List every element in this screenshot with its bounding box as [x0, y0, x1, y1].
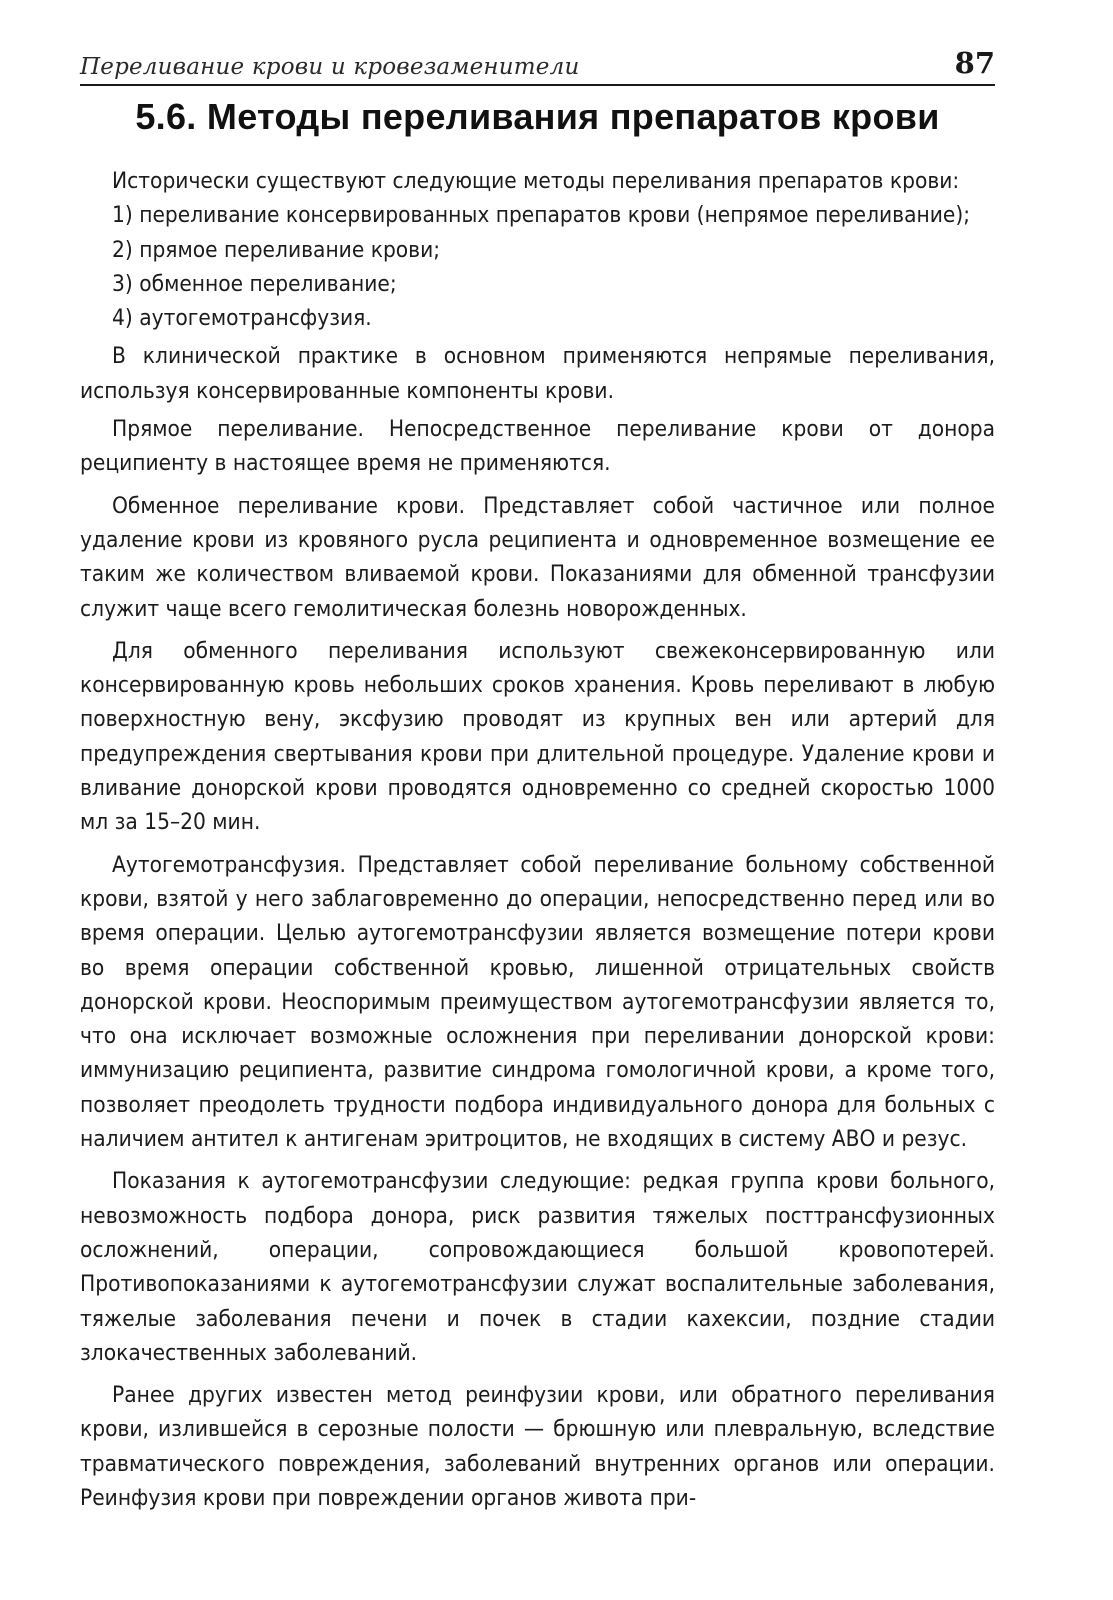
section-title: 5.6. Методы переливания препаратов крови [135, 96, 940, 137]
paragraph-direct-transfusion: Прямое переливание. Непосредственное переливание крови от донора реципиенту в настоящее время не применяются. [80, 416, 995, 477]
paragraph-reinfusion: Ранее других известен метод реинфузии крови, или обратного переливания крови, излившейся в серозные полости — брюшную или плевральную, вследствие травматического повреждения, заболеваний внутренних органов или операции. Реинфузия крови при повреждении органов живота при- [80, 1382, 995, 1511]
paragraph-exchange-method: Для обменного переливания используют свежеконсервированную или консервированную кровь небольших сроков хранения. Кровь переливают в любую поверхностную вену, эксфузию проводят из крупных вен или артерий для предупреждения свертывания крови при длительной процедуре. Удаление крови и вливание донорской крови проводятся одновременно со средней скоростью 1000 мл за 15–20 мин. [80, 637, 995, 836]
paragraph-intro: Исторически существуют следующие методы переливания препаратов крови: [112, 168, 960, 194]
running-title: Переливание крови и кровезаменители [80, 54, 580, 80]
running-header [80, 40, 995, 86]
page-number: 87 [954, 46, 995, 80]
list-item-4: 4) аутогемотрансфузия. [112, 305, 372, 332]
paragraph-autohemotransfusion: Аутогемотрансфузия. Представляет собой переливание больному собственной крови, взятой у него заблаговременно до операции, непосредственно перед или во время операции. Целью аутогемотрансфузии является возмещение потери крови во время операции собственной кровью, лишенной отрицательных свойств донорской крови. Неоспоримым преимуществом аутогемотрансфузии является то, что она исключает возможные осложнения при переливании донорской крови: иммунизацию реципиента, развитие синдрома гомологичной крови, а кроме того, позволяет преодолеть трудности подбора индивидуального донора для больных с наличием антител к антигенам эритроцитов, не входящих в систему АВО и резус. [80, 851, 995, 1153]
list-item-2: 2) прямое переливание крови; [112, 236, 441, 263]
book-page [80, 40, 995, 1515]
paragraph-clinical-practice: В клинической практике в основном применяются непрямые переливания, используя консервированные компоненты крови. [80, 343, 995, 404]
list-item-3: 3) обменное переливание; [112, 270, 397, 297]
list-item-1: 1) переливание консервированных препаратов крови (непрямое переливание); [112, 202, 971, 229]
body-text [80, 164, 995, 1515]
paragraph-indications: Показания к аутогемотрансфузии следующие: редкая группа крови больного, невозможность подбора донора, риск развития тяжелых посттрансфузионных осложнений, операции, сопровождающиеся большой кровопотерей. Противопоказаниями к аутогемотрансфузии служат воспалительные заболевания, тяжелые заболевания печени и почек в стадии кахексии, поздние стадии злокачественных заболеваний. [80, 1168, 995, 1366]
paragraph-exchange-transfusion: Обменное переливание крови. Представляет собой частичное или полное удаление крови из кровяного русла реципиента и одновременное возмещение ее таким же количеством вливаемой крови. Показаниями для обменной трансфузии служит чаще всего гемолитическая болезнь новорожденных. [80, 492, 995, 622]
